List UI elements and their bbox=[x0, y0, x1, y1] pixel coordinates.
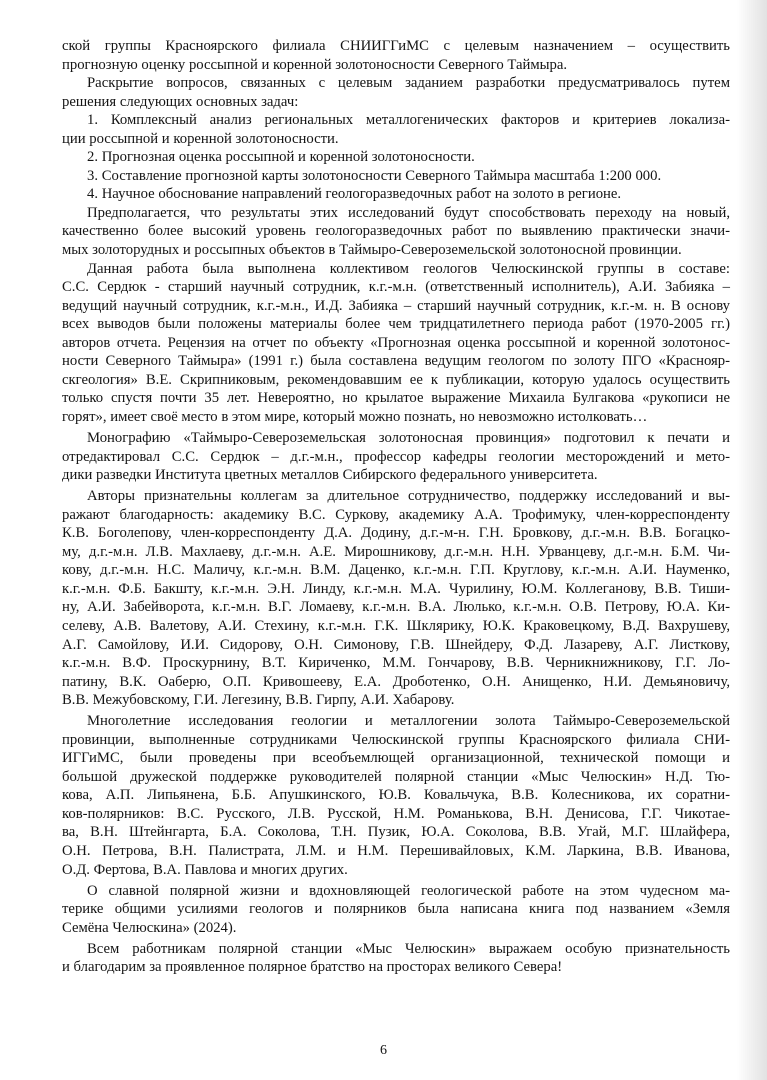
text-line: ской группы Красноярского филиала СНИИГГиМС с целевым назначением – осуществить bbox=[62, 38, 730, 54]
text-line: А.Г. Самойлову, И.И. Сидорову, О.Н. Симонову, Г.В. Шнейдеру, Ф.Д. Лазареву, А.Г. Листкову, bbox=[62, 636, 730, 653]
text-line: кова, А.П. Липьянена, Б.Б. Апушкинского, Ю.В. Ковальчука, В.В. Колесникова, их соратни- bbox=[62, 787, 730, 804]
text-line: патину, В.К. Оаберю, О.П. Кривошееву, Е.А. Дроботенко, О.Н. Анищенко, Н.И. Демьяновичу, bbox=[62, 673, 730, 690]
text-line: О.Д. Фертова, В.А. Павлова и многих других. bbox=[62, 861, 348, 878]
text-line: провинции, выполненные сотрудниками Челюскинской группы Красноярского филиала СНИ- bbox=[62, 731, 730, 748]
paragraph-p3 bbox=[62, 111, 730, 148]
page-edge-shadow bbox=[737, 0, 767, 1080]
text-line: терике общими усилиями геологов и полярников была написана книга под названием «Земля bbox=[62, 901, 730, 918]
text-line: качественно более высокий уровень геологоразведочных работ по выявлению практически значи- bbox=[62, 223, 730, 240]
text-line: Предполагается, что результаты этих исследований будут способствовать переходу на новый, bbox=[87, 204, 730, 221]
text-line: 2. Прогнозная оценка россыпной и коренной золотоносности. bbox=[87, 149, 475, 166]
paragraph-p11 bbox=[62, 712, 730, 879]
paragraph-p2 bbox=[62, 74, 730, 111]
text-body bbox=[62, 37, 730, 977]
text-line: к.г.-м.н. В.Ф. Проскурнину, В.Т. Кириченко, М.М. Гончарову, В.В. Черникнижникову, Г.Г. Ло- bbox=[62, 655, 730, 672]
text-line: ражают благодарность: академику В.С. Суркову, академику А.А. Трофимуку, член-корреспонденту bbox=[62, 506, 730, 523]
text-line: О славной полярной жизни и вдохновляющей геологической работе на этом чудесном ма- bbox=[87, 882, 730, 899]
text-line: К.В. Боголепову, член-корреспонденту Д.А. Додину, д.г.-м-н. Г.Н. Бровкову, д.г.-м.н. В.В. Богацко- bbox=[62, 525, 730, 542]
paragraph-p8 bbox=[62, 260, 730, 427]
paragraph-p12 bbox=[62, 882, 730, 938]
text-line: и благодарим за проявленное полярное братство на просторах великого Севера! bbox=[62, 959, 563, 976]
text-line: С.С. Сердюк - старший научный сотрудник, к.г.-м.н. (ответственный исполнитель), А.И. Забияка – bbox=[62, 279, 730, 296]
text-line: Многолетние исследования геологии и металлогении золота Таймыро-Североземельской bbox=[87, 713, 730, 730]
text-line: ведущий научный сотрудник, к.г.-м.н., И.Д. Забияка – старший научный сотрудник, к.г.-м. н. В основу bbox=[62, 297, 730, 314]
paragraph-p6 bbox=[62, 185, 730, 204]
text-line: О.Н. Петрова, В.Н. Палистрата, Л.М. и Н.М. Перешивайловых, К.М. Ларкина, В.В. Иванова, bbox=[62, 843, 730, 860]
text-line: горят», имеет своё место в этом мире, который можно познать, но невозможно истолковать… bbox=[62, 408, 648, 425]
text-line: 4. Научное обоснование направлений геологоразведочных работ на золото в регионе. bbox=[87, 186, 622, 203]
text-line: только спустя почти 35 лет. Невероятно, но крылатое выражение Михаила Булгакова «рукописи не bbox=[62, 390, 730, 407]
paragraph-p1 bbox=[62, 37, 730, 74]
paragraph-p9 bbox=[62, 429, 730, 485]
text-line: ИГГиМС, были проведены при всеобъемлющей организационной, технической помощи и bbox=[62, 750, 730, 767]
text-line: большой дружеской поддержке руководителей полярной станции «Мыс Челюскин» Н.Д. Тю- bbox=[62, 768, 730, 785]
text-line: ции россыпной и коренной золотоносности. bbox=[62, 130, 339, 147]
page-number: 6 bbox=[380, 1043, 387, 1058]
text-line: 3. Составление прогнозной карты золотоносности Северного Таймыра масштаба 1:200 000. bbox=[87, 167, 662, 184]
paragraph-p5 bbox=[62, 167, 730, 186]
text-line: прогнозную оценку россыпной и коренной золотоносности Северного Таймыра. bbox=[62, 56, 568, 73]
text-line: ков-полярников: В.С. Русского, Л.В. Русской, Н.М. Романькова, В.Н. Денисова, Г.Г. Чикотае- bbox=[62, 805, 730, 822]
text-line: Данная работа была выполнена коллективом геологов Челюскинской группы в составе: bbox=[87, 260, 730, 277]
text-line: му, д.г.-м.н. Л.В. Махлаеву, д.г.-м.н. А.Е. Мирошникову, д.г.-м.н. Н.Н. Урванцеву, д.г.-м.н. Б.М. Чи- bbox=[62, 543, 730, 560]
text-line: 1. Комплексный анализ региональных металлогенических факторов и критериев локализа- bbox=[87, 112, 730, 129]
text-line: скгеология» В.Е. Скрипниковым, рекомендовавшим ее к публикации, которую удалось осуществить bbox=[62, 371, 730, 388]
paragraph-p13 bbox=[62, 940, 730, 977]
text-line: мых золоторудных и россыпных объектов в Таймыро-Североземельской золотоносной провинции. bbox=[62, 242, 682, 259]
paragraph-p4 bbox=[62, 148, 730, 167]
text-line: отредактировал С.С. Сердюк – д.г.-м.н., профессор кафедры геологии месторождений и мето- bbox=[62, 448, 730, 465]
text-line: авторов отчета. Рецензия на отчет по объекту «Прогнозная оценка россыпной и коренной золотонос- bbox=[62, 334, 730, 351]
text-line: ности Северного Таймыра» (1991 г.) была составлена ведущим геологом по золоту ПГО «Краснояр- bbox=[62, 353, 730, 370]
text-line: всех выводов были положены материалы более чем тридцатилетнего периода работ (1970-2005 гг.) bbox=[62, 316, 730, 333]
text-line: селеву, А.В. Валетову, А.И. Стехину, к.г.-м.н. Г.К. Шклярику, Ю.К. Краковецкому, В.Д. Вахрушеву, bbox=[62, 617, 730, 634]
text-line: к.г.-м.н. Ф.Б. Бакшту, к.г.-м.н. Э.Н. Линду, к.г.-м.н. М.А. Чурилину, Ю.М. Коллеганову, В.В. Тиши- bbox=[62, 580, 730, 597]
text-line: ну, А.И. Забейворота, к.г.-м.н. В.Г. Ломаеву, к.г.-м.н. В.А. Люлько, к.г.-м.н. О.В. Петрову, Ю.А. Ки- bbox=[62, 599, 730, 616]
text-line: Всем работникам полярной станции «Мыс Челюскин» выражаем особую признательность bbox=[87, 940, 730, 957]
text-line: решения следующих основных задач: bbox=[62, 93, 299, 110]
text-line: дики разведки Института цветных металлов Сибирского федерального университета. bbox=[62, 467, 598, 484]
paragraph-p7 bbox=[62, 204, 730, 260]
text-line: ва, В.Н. Штейнгарта, Б.А. Соколова, Т.Н. Пузик, Ю.А. Соколова, В.В. Угай, М.Г. Шлайфера, bbox=[62, 824, 730, 841]
text-line: Раскрытие вопросов, связанных с целевым заданием разработки предусматривалось путем bbox=[87, 75, 730, 92]
text-line: В.В. Межубовскому, Г.И. Легезину, В.В. Гирпу, А.И. Хабарову. bbox=[62, 692, 455, 709]
text-line: кову, д.г.-м.н. Н.С. Маличу, к.г.-м.н. В.М. Даценко, к.г.-м.н. Г.П. Круглову, к.г.-м.н. А.И. Науменко, bbox=[62, 562, 730, 579]
text-line: Семёна Челюскина» (2024). bbox=[62, 919, 237, 936]
text-line: Авторы признательны коллегам за длительное сотрудничество, поддержку исследований и вы- bbox=[87, 488, 730, 505]
text-line: Монографию «Таймыро-Североземельская золотоносная провинция» подготовил к печати и bbox=[87, 429, 730, 446]
paragraph-p10 bbox=[62, 487, 730, 710]
